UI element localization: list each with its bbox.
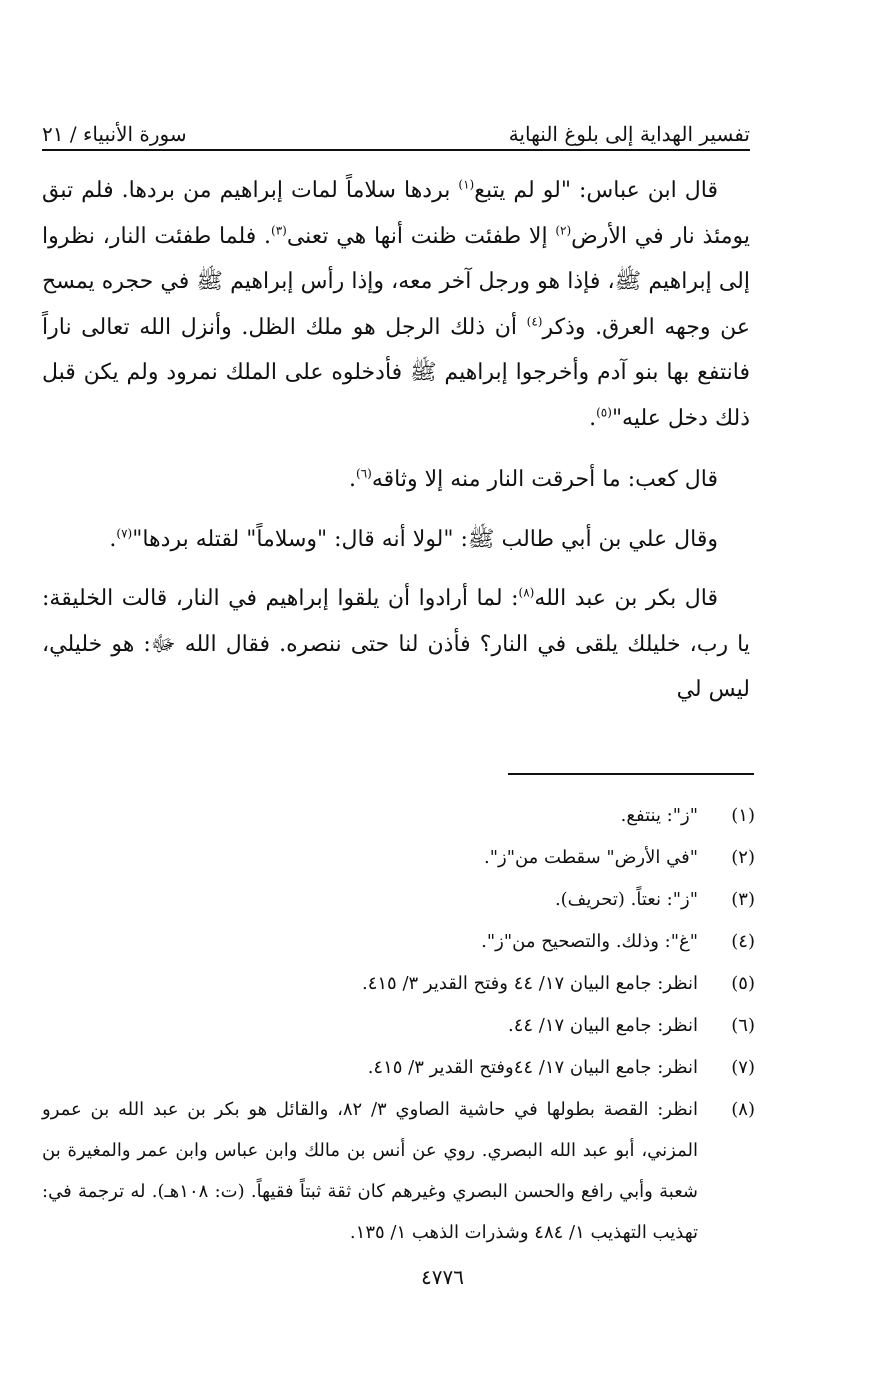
footnote-number: (١) (731, 805, 755, 826)
footnote-marker: (١) (458, 177, 475, 192)
paragraph: قال كعب: ما أحرقت النار منه إلا وثاقه$^{(٦)}$. (349, 466, 718, 492)
footnote-marker: (٤) (526, 314, 543, 329)
footnote-text: انظر: القصة بطولها في حاشية الصاوي ٣/ ٨٢، والقائل هو بكر بن عبد الله بن عمرو المزني، أبو عبد الله البصري. روي عن أنس بن مالك وابن عباس وابن عمر والمغيرة بن شعبة وأبي رافع والحسن البصري وغيرهم كان ثقة ثبتاً فقيهاً. (ت: ١٠٨هـ). له ترجمة في: تهذيب التهذيب ١/ ٤٨٤ وشذرات الذهب ١/ ١٣٥. (42, 1099, 699, 1243)
footnote (42, 1047, 755, 1089)
main-text (42, 168, 750, 727)
footnote-number: (٨) (731, 1099, 755, 1120)
footnote (42, 921, 755, 963)
footnote-marker: (٣) (271, 223, 287, 238)
running-header (42, 112, 750, 146)
footnote-text: "ز": نعتاً. (تحريف). (554, 889, 698, 910)
footnote (42, 1005, 755, 1047)
footnote-number: (٤) (731, 931, 755, 952)
footnote-marker: (٥) (596, 405, 612, 420)
footnote-rule (508, 773, 754, 775)
page-number: ٤٧٧٦ (421, 1265, 464, 1289)
footnote-number: (٧) (731, 1057, 755, 1078)
header-rule (42, 149, 750, 151)
footnote (42, 795, 755, 837)
footnote-marker: (٦) (356, 466, 372, 481)
footnote (42, 879, 755, 921)
footnote-text: "ز": ينتفع. (620, 805, 698, 826)
footnote (42, 837, 755, 879)
footnote-text: "في الأرض" سقطت من"ز". (484, 847, 698, 868)
footnote-number: (٦) (731, 1015, 755, 1036)
footnote-number: (٣) (731, 889, 755, 910)
footnote (42, 1089, 755, 1253)
footnote (42, 963, 755, 1005)
paragraph: قال بكر بن عبد الله$^{(٨)}$: لما أرادوا أن يلقوا إبراهيم في النار، قالت الخليقة: يا رب، خليلك يلقى في النار؟ فأذن لنا حتى ننصره. فقال الله ﷻ: هو خليلي، ليس لي (42, 585, 750, 702)
footnote-text: انظر: جامع البيان ١٧/ ٤٤ وفتح القدير ٣/ ٤١٥. (361, 973, 698, 994)
footnote-marker: (٨) (518, 585, 535, 600)
footnote-marker: (٢) (555, 223, 572, 238)
footnote-marker: (٧) (116, 526, 133, 541)
paragraph: وقال علي بن أبي طالب ﷺ: "لولا أنه قال: "وسلاماً" لقتله بردها"$^{(٧)}$. (109, 526, 718, 552)
surah-label: سورة الأنبياء / ٢١ (42, 122, 187, 146)
book-title: تفسير الهداية إلى بلوغ النهاية (508, 122, 750, 146)
footnote-text: انظر: جامع البيان ١٧/ ٤٤. (507, 1015, 698, 1036)
footnote-number: (٥) (731, 973, 755, 994)
paragraph: قال ابن عباس: "لو لم يتبع$^{(١)}$ بردها سلاماً لمات إبراهيم من بردها. فلم تبق يومئذ نار في الأرض$^{(٢)}$ إلا طفئت ظنت أنها هي تعنى$^{(٣)}$. فلما طفئت النار، نظروا إلى إبراهيم ﷺ، فإذا هو ورجل آخر معه، وإذا رأس إبراهيم ﷺ في حجره يمسح عن وجهه العرق. وذكر$^{(٤)}$ أن ذلك الرجل هو ملك الظل. وأنزل الله تعالى ناراً فانتفع بها بنو آدم وأخرجوا إبراهيم ﷺ فأدخلوه على الملك نمرود ولم يكن قبل ذلك دخل عليه"$^{(٥)}$. (42, 177, 751, 431)
footnote-text: انظر: جامع البيان ١٧/ ٤٤وفتح القدير ٣/ ٤١٥. (367, 1057, 698, 1078)
footnote-text: "غ": وذلك. والتصحيح من"ز". (481, 931, 698, 952)
footnote-number: (٢) (731, 847, 755, 868)
footnotes (42, 795, 755, 1253)
